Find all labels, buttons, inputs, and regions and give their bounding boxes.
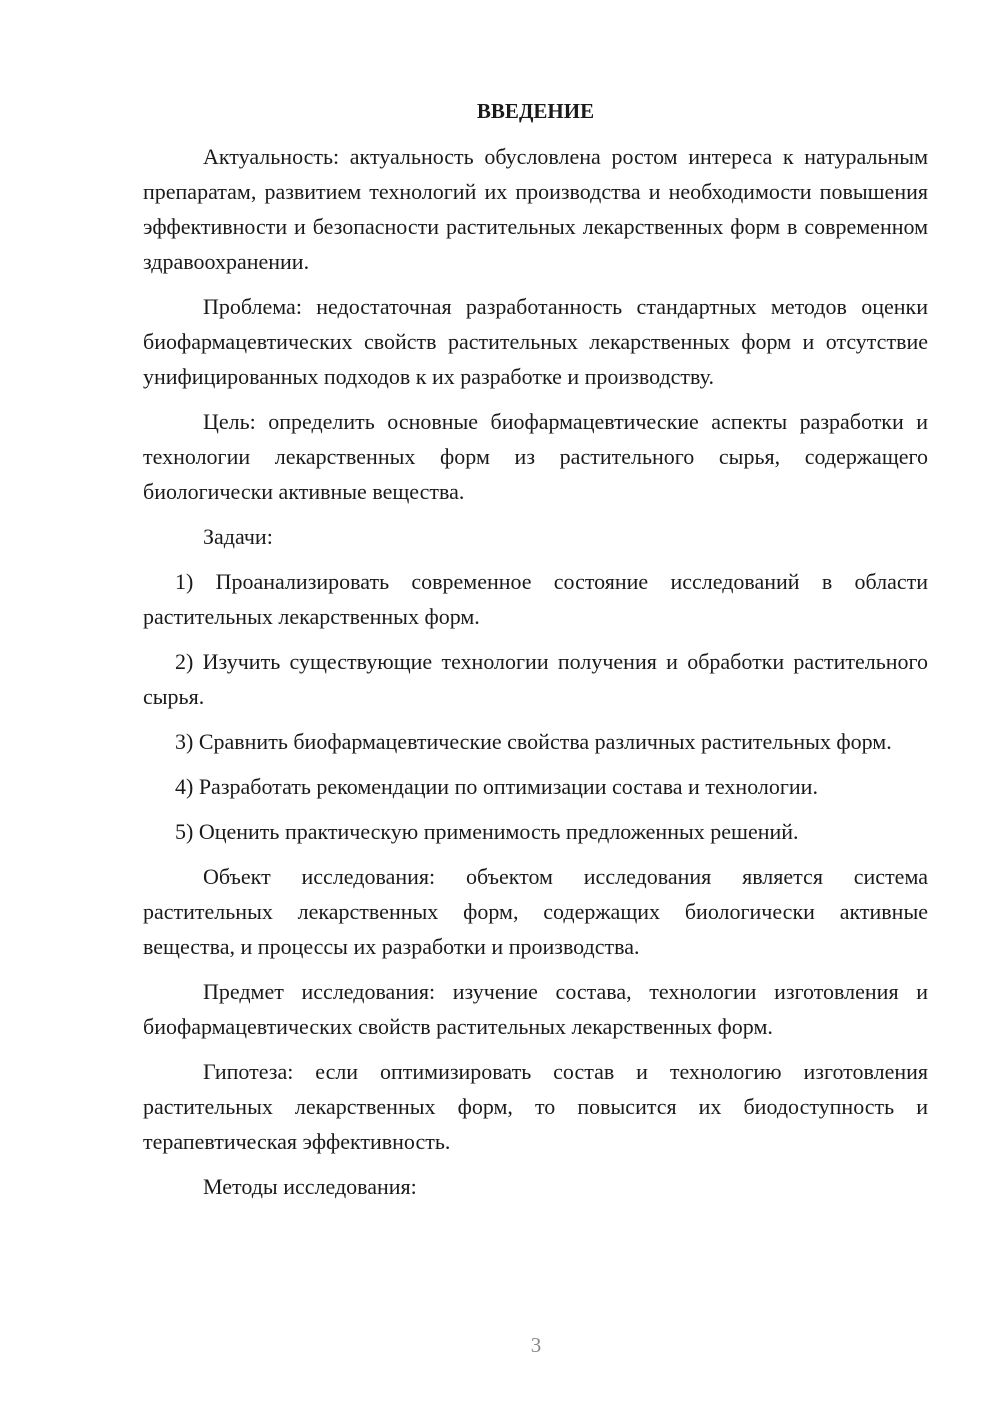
paragraph-hypothesis: Гипотеза: если оптимизировать состав и технологию изготовления растительных лекарственных форм, то повысится их биодоступность и терапевтическая эффективность.: [143, 1059, 928, 1154]
paragraph-problem: Проблема: недостаточная разработанность стандартных методов оценки биофармацевтических свойств растительных лекарственных форм и отсутствие унифицированных подходов к их разработке и производству.: [143, 294, 928, 389]
task-item-5: 5) Оценить практическую применимость предложенных решений.: [175, 819, 799, 844]
paragraph-tasks-heading: Задачи:: [203, 524, 273, 549]
task-item-1: 1) Проанализировать современное состояние исследований в области растительных лекарственных форм.: [143, 569, 928, 629]
paragraph-relevance: Актуальность: актуальность обусловлена ростом интереса к натуральным препаратам, развитием технологий их производства и необходимости повышения эффективности и безопасности растительных лекарственных форм в современном здравоохранении.: [143, 144, 928, 274]
page-number: 3: [530, 1333, 542, 1357]
paragraph-methods: Методы исследования:: [203, 1174, 417, 1199]
task-item-2: 2) Изучить существующие технологии получения и обработки растительного сырья.: [143, 649, 928, 709]
paragraph-goal: Цель: определить основные биофармацевтические аспекты разработки и технологии лекарственных форм из растительного сырья, содержащего биологически активные вещества.: [143, 409, 928, 504]
page-content: [143, 96, 928, 1214]
paragraph-subject: Предмет исследования: изучение состава, технологии изготовления и биофармацевтических свойств растительных лекарственных форм.: [143, 979, 928, 1039]
section-title: ВВЕДЕНИЕ: [476, 99, 595, 123]
paragraph-object: Объект исследования: объектом исследования является система растительных лекарственных форм, содержащих биологически активные вещества, и процессы их разработки и производства.: [143, 864, 928, 959]
task-item-4: 4) Разработать рекомендации по оптимизации состава и технологии.: [175, 774, 818, 799]
task-item-3: 3) Сравнить биофармацевтические свойства различных растительных форм.: [175, 729, 892, 754]
